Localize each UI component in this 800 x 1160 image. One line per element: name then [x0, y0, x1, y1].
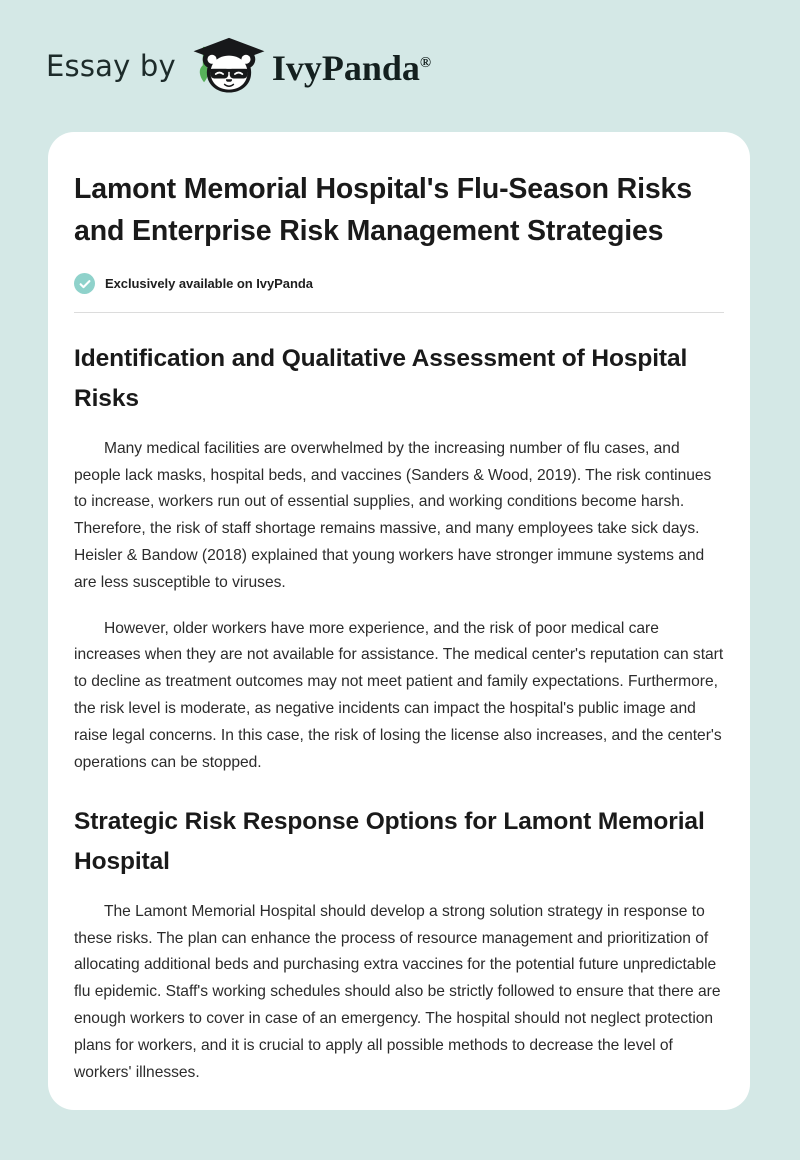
essay-section	[74, 339, 724, 776]
section-heading: Identification and Qualitative Assessment of Hospital Risks	[74, 345, 688, 413]
ivypanda-panda-graduate-logo-icon	[190, 32, 268, 94]
body-paragraph: Many medical facilities are overwhelmed by the increasing number of flu cases, and people lack masks, hospital beds, and vaccines (Sanders & Wood, 2019). The risk continues to increase, workers run out of essential supplies, and working conditions become harsh. Therefore, the risk of staff shortage remains massive, and many employees take sick days. Heisler & Bandow (2018) explained that young workers have stronger immune systems and are less susceptible to viruses.	[74, 439, 712, 591]
brand-header	[0, 0, 800, 88]
ivypanda-wordmark	[272, 50, 431, 86]
body-paragraph: The Lamont Memorial Hospital should develop a strong solution strategy in response to these risks. The plan can enhance the process of resource management and prioritization of allocating additional beds and purchasing extra vaccines for the potential future unpredictable flu epidemic. Staff's working schedules should also be strictly followed to ensure that there are enough workers to cover in case of an emergency. The hospital should not neglect protection plans for workers, and it is crucial to apply all possible methods to decrease the level of workers' illnesses.	[74, 902, 721, 1081]
header-divider	[74, 312, 724, 313]
essay-content	[74, 132, 724, 1087]
registered-trademark-symbol: ®	[419, 55, 432, 71]
page-title: Lamont Memorial Hospital's Flu-Season Risks and Enterprise Risk Management Strategies	[74, 173, 692, 248]
essay-section	[74, 802, 724, 1086]
body-paragraph: However, older workers have more experience, and the risk of poor medical care increases when they are not available for assistance. The medical center's reputation can start to decline as treatment outcomes may not meet patient and family expectations. Furthermore, the risk level is moderate, as negative incidents can impact the hospital's public image and raise legal concerns. In this case, the risk of losing the license also increases, and the center's operations can be stopped.	[74, 619, 724, 771]
essay-by-label: Essay by	[46, 48, 176, 83]
essay-card	[48, 132, 750, 1110]
exclusive-badge-label: Exclusively available on IvyPanda	[105, 276, 313, 292]
wordmark-text: IvyPanda	[271, 48, 420, 88]
exclusive-availability-badge	[74, 273, 724, 294]
section-heading: Strategic Risk Response Options for Lamont Memorial Hospital	[74, 808, 705, 876]
check-circle-icon	[74, 273, 95, 294]
